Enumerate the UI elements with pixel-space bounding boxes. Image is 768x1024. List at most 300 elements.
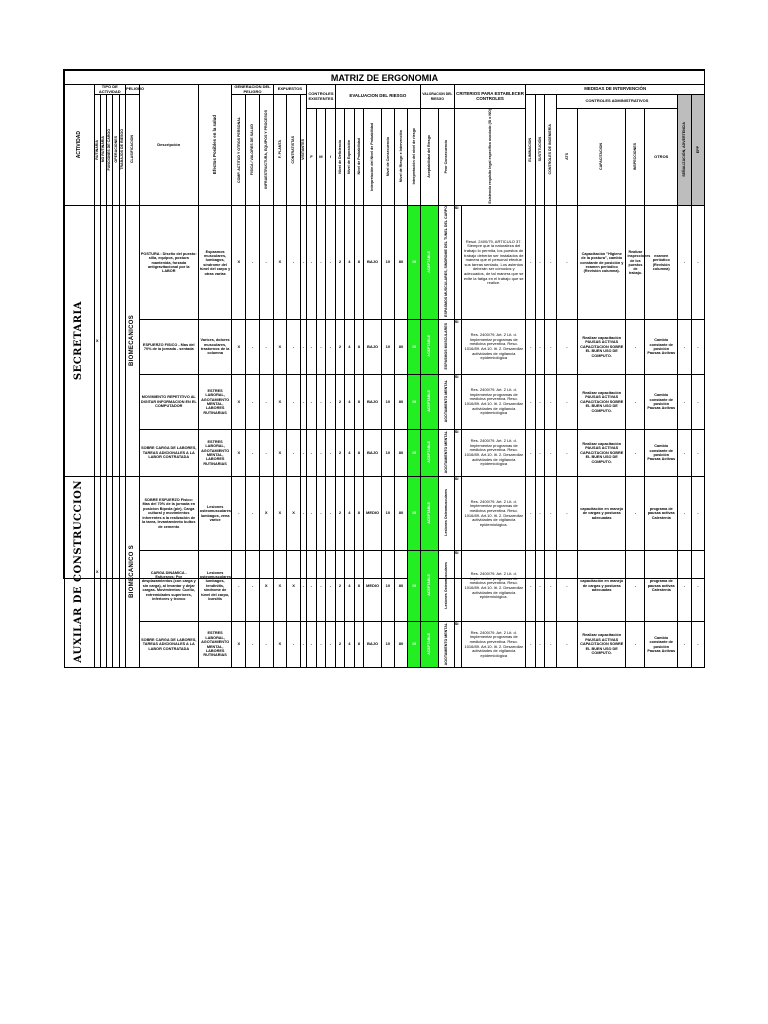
header-clasificacion [126, 95, 140, 206]
row-peor-consecuencia [438, 477, 454, 551]
row-peor-consecuencia [438, 375, 454, 430]
row-controles: - [326, 622, 335, 668]
header-valoracion: VALORACION DEL RIESGO [421, 85, 455, 109]
row-aceptabilidad [421, 551, 439, 622]
header-medidas-col-text: SUSTITUCIÓN [537, 137, 542, 162]
row-expuestos: X [273, 622, 287, 668]
row-controles: - [307, 622, 316, 668]
row-legal-si: SI [454, 477, 461, 551]
row-descripcion: SOBRE CARGA DE LABORES, TAREAS ADICIONALES A LA LABOR CONTRATADA [139, 430, 198, 477]
header-controles-col: F [307, 109, 316, 206]
row-evaluacion: BAJO [364, 622, 382, 668]
row-evaluacion: 80 [394, 320, 408, 375]
row-aceptabilidad [421, 430, 439, 477]
row-expuestos: - [300, 430, 306, 477]
row-peor-consecuencia [438, 551, 454, 622]
row-expuestos: - [287, 206, 301, 320]
matrix-title: MATRIZ DE ERGONOMIA [65, 71, 705, 85]
row-capacitacion: capacitación en manejo de cargas y posturas adecuadas [577, 477, 625, 551]
row-evaluacion: 2 [335, 622, 344, 668]
row-inspecciones: Realizar inspecciones de los puestos de trabajo. [626, 206, 645, 320]
table-row [65, 71, 705, 85]
header-descripcion: Descripción [139, 85, 198, 206]
row-senalizacion: - [678, 375, 692, 430]
header-evaluacion-col [354, 109, 363, 206]
row-epp: - [691, 622, 704, 668]
row-expuestos: - [300, 375, 306, 430]
row-ats: - [556, 430, 577, 477]
header-expuestos-col-text: VISITANTES [301, 139, 306, 160]
row-controles: - [316, 375, 325, 430]
table-row [65, 477, 705, 551]
row-evaluacion: 10 [382, 375, 395, 430]
row-epp: - [691, 320, 704, 375]
row-eliminacion: - [526, 477, 535, 551]
header-tipo-col-text: RUTINARIA [94, 139, 99, 160]
row-evaluacion: 10 [382, 206, 395, 320]
row-controles: - [326, 477, 335, 551]
row-evaluacion: 8 [354, 622, 363, 668]
row-sustitucion: - [535, 551, 544, 622]
header-medidas-col [545, 95, 557, 206]
table-row [65, 206, 705, 320]
row-evaluacion: 2 [335, 477, 344, 551]
row-nivel-riesgo: III [408, 206, 421, 320]
row-evaluacion: 80 [394, 551, 408, 622]
row-nivel-riesgo: III [408, 430, 421, 477]
header-admin-col [577, 109, 625, 206]
row-nivel-riesgo: III [408, 375, 421, 430]
row-generacion: - [246, 622, 260, 668]
rutinaria-mark: X [94, 206, 100, 477]
row-evaluacion: 80 [394, 430, 408, 477]
row-peor-consecuencia [438, 430, 454, 477]
row-evaluacion: 80 [394, 477, 408, 551]
row-expuestos: - [300, 622, 306, 668]
header-expuestos-col-text: F. PLANTA [277, 140, 282, 159]
row-evaluacion: BAJO [364, 430, 382, 477]
row-efectos: Lesiones osteomusculares, lumbagos, vena varice [198, 477, 232, 551]
row-eliminacion: - [526, 206, 535, 320]
row-ats: - [556, 622, 577, 668]
row-otros: Cambio constante de posición Pausas Activas [645, 622, 678, 668]
row-evaluacion: BAJO [364, 206, 382, 320]
row-expuestos: X [273, 375, 287, 430]
row-evaluacion: 4 [345, 477, 354, 551]
row-eliminacion: - [526, 551, 535, 622]
row-evaluacion: 80 [394, 622, 408, 668]
row-controles: - [316, 430, 325, 477]
header-efectos [198, 85, 232, 206]
header-evaluacion-col-text: Nivel de Deficiencia [337, 139, 342, 174]
header-generacion: GENERACIÓN DEL PELIGRO [232, 85, 273, 95]
header-evaluacion-col [345, 109, 354, 206]
header-criterios: CRITERIOS PARA ESTABLECER CONTROLES [454, 85, 526, 109]
header-tipo-col-text: FUNCIONES DE CARGO [107, 128, 112, 171]
row-generacion: - [246, 375, 260, 430]
row-aceptabilidad-text: ACEPTABLE [427, 251, 432, 273]
header-evaluacion-col-text: Nivel de Probabilidad [356, 138, 361, 175]
header-evaluacion-col-text: Nivel de Riesgo e Intervención [398, 130, 403, 183]
row-legal-texto: Res. 2400/79. Art. 2 Lit. d. Implementar programas de medicina preventiva. Reso. 1016/89. Art.10. lit. 2. Desarrollar actividades de vigilancia epidemiológica. [462, 477, 526, 551]
row-sustitucion: - [535, 477, 544, 551]
header-expuestos-col [273, 95, 287, 206]
row-senalizacion: - [678, 430, 692, 477]
row-epp: - [691, 375, 704, 430]
header-evaluacion: EVALUACION DEL RIESGO [335, 85, 420, 109]
row-generacion: X [259, 551, 273, 622]
row-ingenieria: - [545, 375, 557, 430]
row-evaluacion: 4 [345, 206, 354, 320]
activity-name [65, 477, 95, 668]
row-peor-consecuencia-text: AGOTAMIENTO MENTAL [444, 622, 449, 665]
row-nivel-riesgo: III [408, 551, 421, 622]
row-peor-consecuencia-text: Lesiones Osteomusculares [444, 561, 449, 609]
row-ats: - [556, 320, 577, 375]
row-efectos: ESTRES LABORAL, AGOTAMIENTO MENTAL, LABORES RUTINARIAS [198, 430, 232, 477]
row-senalizacion: - [678, 320, 692, 375]
rutinaria-mark: X [94, 477, 100, 668]
ergonomics-matrix-table [64, 70, 705, 668]
header-admin-col [626, 109, 645, 206]
header-tipo-col-text: NO RUTINARIA [101, 136, 106, 163]
row-generacion: - [259, 206, 273, 320]
clasificacion-group-text: BIOMECANICOS [129, 314, 136, 366]
header-controles-admin: CONTROLES ADMINISTRATIVOS [556, 95, 677, 109]
header-evaluacion-col-text: Nivel de Exposición [347, 139, 352, 174]
header-requisito-legal-text: Existencia requisito legal especifico asociado (Si o NO) [487, 109, 492, 204]
header-requisito-legal [454, 109, 526, 206]
header-valoracion-col-text: Aceptabilidad del Riesgo [427, 135, 432, 178]
row-controles: - [307, 430, 316, 477]
row-aceptabilidad [421, 622, 439, 668]
row-evaluacion: 4 [345, 551, 354, 622]
header-medidas-col-text: CONTROLES DE INGENIERÍA [548, 124, 553, 175]
row-inspecciones: - [626, 375, 645, 430]
row-aceptabilidad-text: ACEPTABLE [427, 441, 432, 464]
row-otros: Cambio constante de posición Pausas Activas [645, 430, 678, 477]
table-row [65, 375, 705, 430]
row-ingenieria: - [545, 477, 557, 551]
table-row [65, 622, 705, 668]
row-legal-si: SI [454, 430, 461, 477]
row-generacion: - [246, 477, 260, 551]
row-sustitucion: - [535, 430, 544, 477]
row-peor-consecuencia [438, 622, 454, 668]
row-ingenieria: - [545, 320, 557, 375]
row-evaluacion: 4 [345, 320, 354, 375]
row-legal-si: SI [454, 622, 461, 668]
row-legal-texto: Res. 2400/79. Art. 2 Lit. d. Implementar programas de medicina preventiva. Reso. 1016/89. Art.10. lit. 2. Desarrollar actividades de vigilancia epidemiológica [462, 375, 526, 430]
header-valoracion-col-text: Peor Consecuencia [444, 139, 449, 174]
row-generacion: - [246, 320, 260, 375]
row-aceptabilidad [421, 477, 439, 551]
row-ingenieria: - [545, 622, 557, 668]
row-nivel-riesgo: III [408, 622, 421, 668]
header-expuestos-col [287, 95, 301, 206]
row-expuestos: - [300, 477, 306, 551]
row-legal-texto: Res. 2400/79. Art. 2 Lit. d. Implementar programas de medicina preventiva. Reso. 1016/89. Art.10. lit. 2. Desarrollar actividades de vigilancia epidemiológica. [462, 551, 526, 622]
header-generacion-col [232, 95, 246, 206]
row-evaluacion: 80 [394, 206, 408, 320]
row-evaluacion: 2 [335, 206, 344, 320]
row-expuestos: X [273, 206, 287, 320]
row-legal-si: SI [454, 320, 461, 375]
row-expuestos: X [287, 551, 301, 622]
row-legal-texto: Res. 2400/79. Art. 2 Lit. d. Implementar programas de medicina preventiva. Reso. 1016/89. Art.10. lit. 2. Desarrollar actividades de vigilancia epidemiológica [462, 430, 526, 477]
row-eliminacion: - [526, 375, 535, 430]
row-controles: - [307, 477, 316, 551]
row-evaluacion: 8 [354, 477, 363, 551]
row-inspecciones: - [626, 430, 645, 477]
row-descripcion: MOVIMIENTO REPETITIVO AL DIGITAR INFORMACION EN EL COMPUTADOR [139, 375, 198, 430]
row-epp: - [691, 477, 704, 551]
header-evaluacion-col [382, 109, 395, 206]
row-sustitucion: - [535, 206, 544, 320]
row-controles: - [316, 622, 325, 668]
row-generacion: - [246, 551, 260, 622]
row-controles: - [326, 430, 335, 477]
header-evaluacion-col [364, 109, 382, 206]
row-senalizacion: - [678, 551, 692, 622]
row-generacion: X [232, 375, 246, 430]
header-admin-col: OTROS [645, 109, 678, 206]
row-expuestos: - [287, 320, 301, 375]
row-senalizacion: - [678, 206, 692, 320]
row-evaluacion: 2 [335, 375, 344, 430]
row-aceptabilidad-text: ACEPTABLE [427, 574, 432, 597]
table-row [65, 85, 705, 95]
row-capacitacion: Capacitación "Higiene de la postura", cambio constante de posición y examen periódico (Revisión columna). [577, 206, 625, 320]
row-expuestos: X [273, 430, 287, 477]
row-epp: - [691, 430, 704, 477]
row-evaluacion: 8 [354, 551, 363, 622]
header-evaluacion-col [335, 109, 344, 206]
header-valoracion-col [438, 109, 454, 206]
header-evaluacion-col-text: Interpretación del nivel de riesgo [411, 128, 416, 185]
row-controles: - [326, 320, 335, 375]
header-senalizacion-text: SEÑALIZACIÓN, ADVERTENCIA [682, 122, 687, 177]
row-controles: - [316, 551, 325, 622]
header-clasificacion-text: CLASIFICACION [130, 135, 135, 164]
row-evaluacion: 8 [354, 375, 363, 430]
row-expuestos: - [287, 622, 301, 668]
row-controles: - [307, 320, 316, 375]
row-expuestos: X [287, 477, 301, 551]
row-peor-consecuencia [438, 320, 454, 375]
row-evaluacion: 10 [382, 430, 395, 477]
ergonomics-matrix-sheet [63, 69, 705, 665]
header-generacion-col-text: INFRAESTRUCTURA, EQUIPOS Y PROCESOS [263, 110, 268, 189]
header-tipo-actividad: TIPO DE ACTIVIDAD [94, 85, 126, 95]
row-controles: - [307, 206, 316, 320]
header-generacion-col-text: FISICA / VALORES DE SALUD [250, 123, 255, 176]
row-otros: examen periódico (Revisión columna) [645, 206, 678, 320]
header-medidas-col [526, 95, 535, 206]
row-nivel-riesgo: III [408, 477, 421, 551]
row-evaluacion: 2 [335, 551, 344, 622]
row-peor-consecuencia-text: AGOTAMIENTO MENTAL [444, 431, 449, 474]
header-evaluacion-col [408, 109, 421, 206]
row-capacitacion: capacitación en manejo de cargas y posturas adecuadas [577, 551, 625, 622]
row-eliminacion: - [526, 622, 535, 668]
row-sustitucion: - [535, 320, 544, 375]
header-tipo-col-text: OPERACIONES [113, 136, 118, 163]
row-aceptabilidad-text: ACEPTABLE [427, 501, 432, 524]
row-evaluacion: 4 [345, 375, 354, 430]
activity-name-text: SECRETARIA [72, 300, 84, 380]
row-evaluacion: 10 [382, 320, 395, 375]
row-capacitacion: Realizar capacitación PAUSAS ACTIVAS CAPACITACION SOBRE EL BUEN USO DE COMPUTO. [577, 375, 625, 430]
row-generacion: - [259, 375, 273, 430]
row-aceptabilidad-text: ACEPTABLE [427, 335, 432, 358]
row-generacion: X [259, 477, 273, 551]
row-aceptabilidad-text: ACEPTABLE [427, 632, 432, 655]
row-efectos: Espasmos musculares, lumbagos, síndrome del túnel del carpo y otras varias [198, 206, 232, 320]
row-legal-texto: Resol. 2400/79. ARTICULO 37. Siempre que la naturaleza del trabajo lo permita, los puestos de trabajo deberán ser instalados de manera que el personal efectúe sus tareas sentado. Los asientos deberán ser cómodos y adecuados, de tal manera que se evite la fatiga en el trabajo que se realice. [462, 206, 526, 320]
header-controles-col: M [316, 109, 325, 206]
activity-name [65, 206, 95, 477]
header-medidas-col [535, 95, 544, 206]
row-evaluacion: 80 [394, 375, 408, 430]
row-legal-si: SI [454, 551, 461, 622]
row-controles: - [326, 206, 335, 320]
row-expuestos: X [273, 477, 287, 551]
header-admin-col [556, 109, 577, 206]
row-ats: - [556, 477, 577, 551]
row-capacitacion: Realizar capacitación PAUSAS ACTIVAS CAPACITACION SOBRE EL BUEN USO DE COMPUTO. [577, 320, 625, 375]
header-generacion-col-text: COMP. ACTITUD Y OTROS PERSONAL [236, 116, 241, 183]
row-generacion: - [259, 320, 273, 375]
header-evaluacion-col [394, 109, 408, 206]
header-generacion-col [259, 95, 273, 206]
row-inspecciones: - [626, 320, 645, 375]
header-actividad [65, 85, 95, 206]
row-peor-consecuencia-text: ESPASMOS MUSCULARES [444, 322, 449, 370]
row-inspecciones: - [626, 551, 645, 622]
row-descripcion: CARGA DINAMICA - Esfuerzos: Por desplazamientos (con carga y sin carga), al levantar y dejar cargas. Movimientos: Cuello, extremidades superiores, inferiores y tronco [139, 551, 198, 622]
header-expuestos: EXPUESTOS [273, 85, 307, 95]
row-eliminacion: - [526, 320, 535, 375]
row-otros: programa de pausas activas Calestenia [645, 551, 678, 622]
row-controles: - [307, 375, 316, 430]
header-admin-col-text: ATS [564, 153, 569, 160]
header-expuestos-col-text: CONTRATISTAS [291, 135, 296, 164]
row-controles: - [316, 206, 325, 320]
row-eliminacion: - [526, 430, 535, 477]
row-legal-texto: Res. 2400/79. Art. 2 Lit. d. Implementar programas de medicina preventiva. Reso. 1016/89. Art.10. lit. 2. Desarrollar actividades de vigilancia epidemiológica [462, 320, 526, 375]
table-row [65, 430, 705, 477]
row-ats: - [556, 551, 577, 622]
row-peor-consecuencia-text: AGOTAMIENTO MENTAL [444, 380, 449, 423]
header-evaluacion-col-text: Interpretación del Nivel de Probabilidad [370, 122, 375, 191]
row-aceptabilidad [421, 375, 439, 430]
row-evaluacion: 10 [382, 622, 395, 668]
row-evaluacion: 4 [345, 430, 354, 477]
row-evaluacion: 10 [382, 477, 395, 551]
row-inspecciones: - [626, 622, 645, 668]
row-expuestos: - [287, 375, 301, 430]
row-ingenieria: - [545, 206, 557, 320]
row-evaluacion: MEDIO [364, 551, 382, 622]
row-expuestos: - [287, 430, 301, 477]
row-efectos: Lesiones osteomusculares, lumbagos, tendinitis, síndrome de túnel del carpo, bursitis [198, 551, 232, 622]
row-peor-consecuencia-text: Lesiones Osteomusculares [444, 489, 449, 537]
row-expuestos: X [273, 551, 287, 622]
row-controles: - [307, 551, 316, 622]
table-row [65, 551, 705, 622]
header-admin-col-text: CAPACITACION [599, 143, 604, 171]
header-admin-col-text: INSPECCIONES [633, 142, 638, 171]
row-evaluacion: 8 [354, 320, 363, 375]
row-efectos: Varices, dolores musculares, trastornos de la columna [198, 320, 232, 375]
row-efectos: ESTRES LABORAL, AGOTAMIENTO MENTAL, LABORES RUTINARIAS [198, 622, 232, 668]
row-capacitacion: Realizar capacitación PAUSAS ACTIVAS CAPACITACION SOBRE EL BUEN USO DE COMPUTO. [577, 430, 625, 477]
row-ats: - [556, 375, 577, 430]
header-medidas-col-text: ELIMINACION [528, 137, 533, 162]
row-generacion: - [246, 430, 260, 477]
clasificacion-group [126, 477, 140, 668]
row-sustitucion: - [535, 622, 544, 668]
row-evaluacion: BAJO [364, 320, 382, 375]
row-evaluacion: 8 [354, 430, 363, 477]
row-evaluacion: 2 [335, 320, 344, 375]
row-inspecciones: - [626, 477, 645, 551]
row-aceptabilidad [421, 320, 439, 375]
row-ats: - [556, 206, 577, 320]
header-senalizacion [678, 95, 692, 206]
row-controles: - [326, 375, 335, 430]
row-peor-consecuencia-text: ESPASMOS MUSCULARES, SINDROME DEL TUNEL DEL CARPO [444, 206, 449, 318]
row-generacion: X [232, 320, 246, 375]
header-efectos-text: Efectos Posibles en la salud [211, 114, 217, 174]
row-evaluacion: 4 [345, 622, 354, 668]
header-epp-text: EPP [695, 145, 700, 154]
row-legal-si: SI [454, 375, 461, 430]
row-descripcion: ESFUERZO FISICO - Mas del 70% de la jornada - sentada [139, 320, 198, 375]
row-aceptabilidad [421, 206, 439, 320]
row-generacion: - [232, 477, 246, 551]
row-aceptabilidad-text: ACEPTABLE [427, 390, 432, 413]
row-senalizacion: - [678, 477, 692, 551]
row-controles: - [326, 551, 335, 622]
row-controles: - [316, 320, 325, 375]
row-efectos: ESTRES LABORAL, AGOTAMIENTO MENTAL, LABORES RUTINARIAS [198, 375, 232, 430]
row-sustitucion: - [535, 375, 544, 430]
row-generacion: - [246, 206, 260, 320]
row-descripcion: SOBRE CARGA DE LABORES, TAREAS ADICIONALES A LA LABOR CONTRATADA [139, 622, 198, 668]
row-senalizacion: - [678, 622, 692, 668]
row-ingenieria: - [545, 430, 557, 477]
row-expuestos: X [273, 320, 287, 375]
row-epp: - [691, 206, 704, 320]
activity-name-text: AUXILAR DE CONSTRUCCION [72, 479, 84, 663]
header-tipo-col-text: TRABAJOS DE RIESGO [120, 129, 125, 170]
row-capacitacion: Realizar capacitación PAUSAS ACTIVAS CAPACITACION SOBRE EL BUEN USO DE COMPUTO. [577, 622, 625, 668]
row-evaluacion: BAJO [364, 375, 382, 430]
row-peor-consecuencia [438, 206, 454, 320]
header-controles-col: I [326, 109, 335, 206]
row-ingenieria: - [545, 551, 557, 622]
row-nivel-riesgo: III [408, 320, 421, 375]
row-evaluacion: 10 [382, 551, 395, 622]
row-descripcion: POSTURA : Diseño del puesto: silla, equipos, postura mantenida, forzada antigravitacional por la LABOR [139, 206, 198, 320]
table-row [65, 320, 705, 375]
row-generacion: X [232, 622, 246, 668]
header-generacion-col [246, 95, 260, 206]
row-evaluacion: 8 [354, 206, 363, 320]
row-legal-texto: Res. 2400/79. Art. 2 Lit. d. Implementar programas de medicina preventiva. Reso. 1016/89. Art.10. lit. 2. Desarrollar actividades de vigilancia epidemiológica [462, 622, 526, 668]
